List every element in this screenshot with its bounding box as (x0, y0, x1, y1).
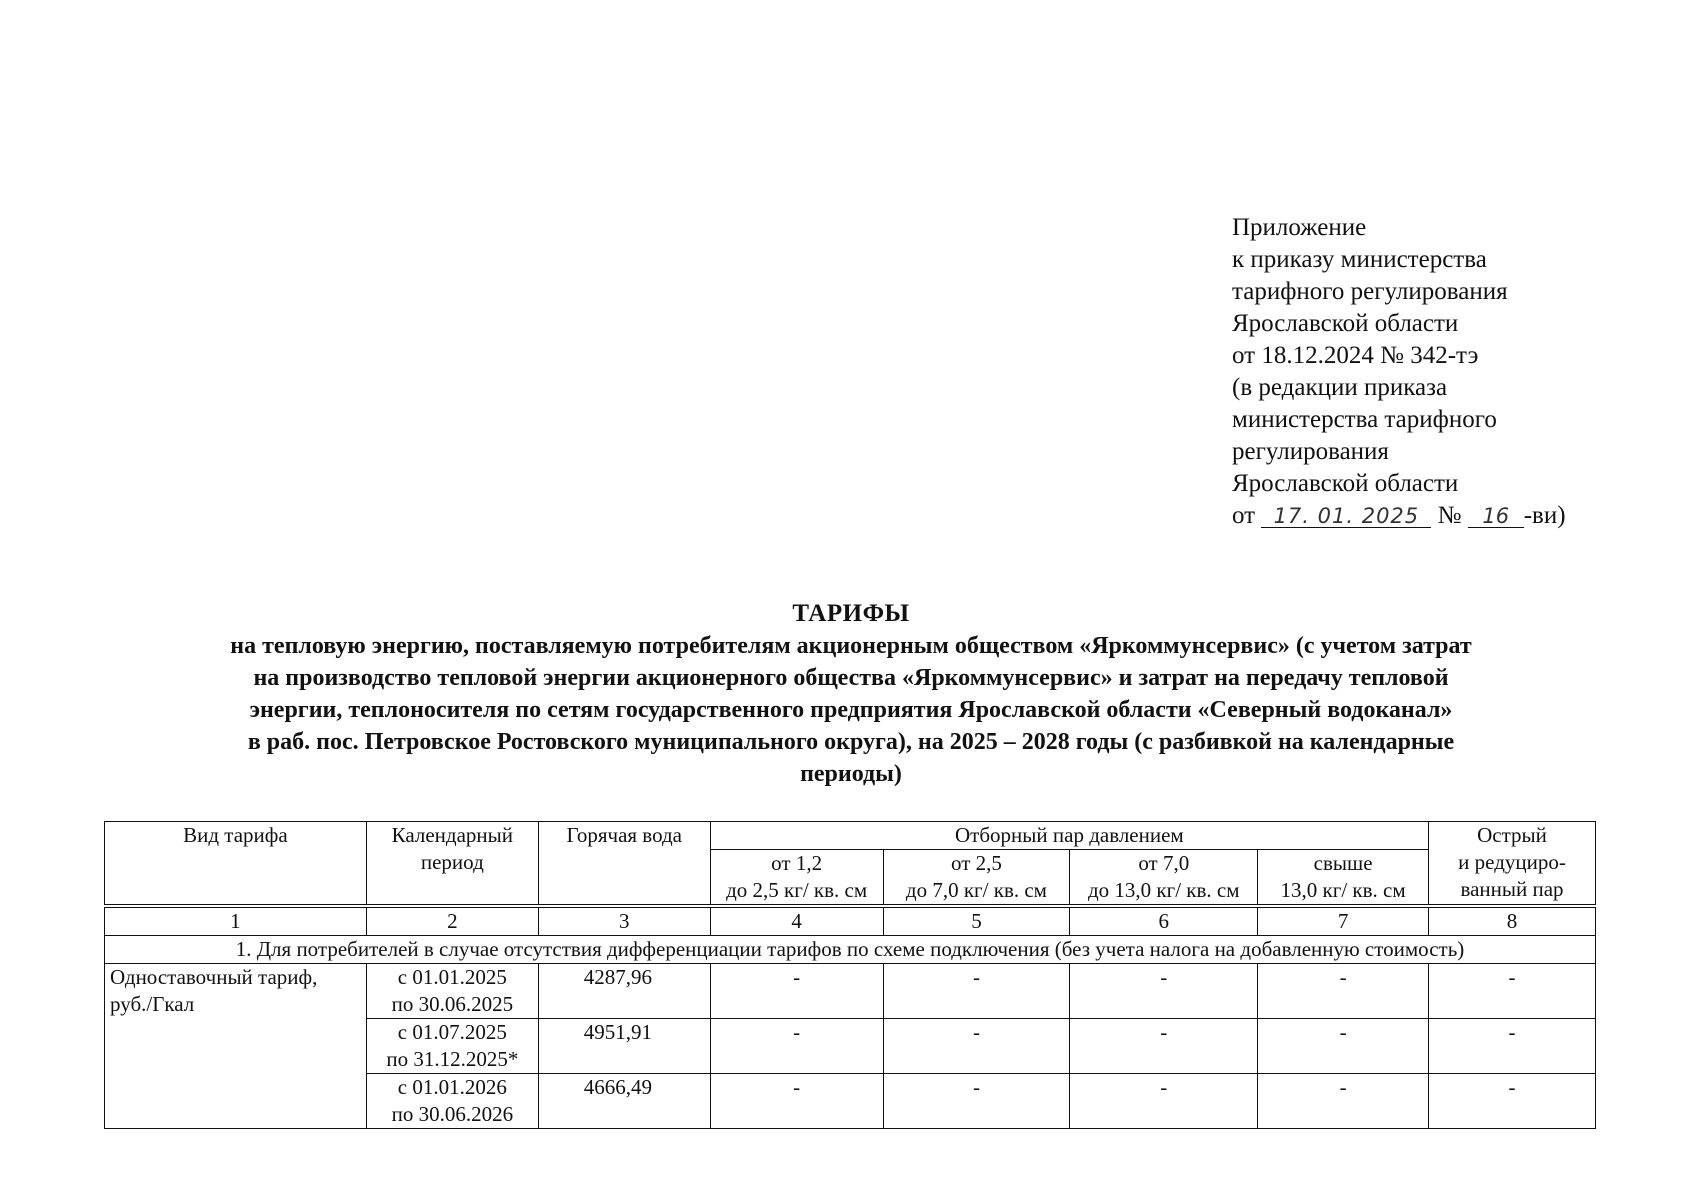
column-number: 6 (1070, 908, 1258, 936)
title-heading: ТАРИФЫ (792, 600, 910, 627)
tariff-name-line: Одноставочный тариф, (110, 965, 318, 989)
header-line: до 7,0 кг/ кв. см (905, 878, 1047, 902)
appendix-suffix: -ви) (1523, 502, 1566, 529)
tariffs-table (104, 821, 1596, 1129)
appendix-block (1232, 212, 1566, 532)
steam-3-cell: - (1070, 1019, 1258, 1074)
steam-4-cell: - (1258, 1019, 1429, 1074)
column-number: 2 (366, 908, 538, 936)
header-line: 13,0 кг/ кв. см (1280, 878, 1406, 902)
period-line: по 31.12.2025* (386, 1047, 519, 1071)
handwritten-number: 16 (1468, 505, 1524, 528)
hot-water-cell: 4951,91 (538, 1019, 710, 1074)
appendix-line: регулирования (1232, 438, 1389, 465)
period-line: с 01.01.2025 (397, 965, 507, 989)
title-line: в раб. пос. Петровское Ростовского муниципального округа), на 2025 – 2028 годы (с разбивкой на календарные (247, 729, 1455, 755)
appendix-line: Ярославской области (1232, 470, 1459, 497)
header-period: Календарный период (366, 822, 538, 905)
column-number: 1 (105, 908, 367, 936)
steam-1-cell: - (710, 1074, 883, 1129)
appendix-prefix: от (1232, 502, 1256, 529)
steam-1-cell: - (710, 964, 883, 1019)
hot-water-cell: 4666,49 (538, 1074, 710, 1129)
column-number: 3 (538, 908, 710, 936)
title-line: энергии, теплоносителя по сетям государственного предприятия Ярославской области «Северный водоканал» (249, 697, 1453, 723)
appendix-line: от 18.12.2024 № 342-тэ (1232, 342, 1479, 369)
header-tariff-type: Вид тарифа (105, 822, 367, 905)
header-steam-2 (883, 850, 1070, 905)
title-line: на тепловую энергию, поставляемую потребителям акционерным обществом «Яркоммунсервис» (с учетом затрат (230, 633, 1472, 659)
document-title (96, 598, 1606, 790)
steam-1-cell: - (710, 1019, 883, 1074)
steam-3-cell: - (1070, 1074, 1258, 1129)
appendix-line: Ярославской области (1232, 310, 1459, 337)
steam-3-cell: - (1070, 964, 1258, 1019)
steam-2-cell: - (883, 1019, 1070, 1074)
sharp-steam-cell: - (1429, 1074, 1596, 1129)
period-line: по 30.06.2025 (391, 992, 514, 1016)
hot-water-cell: 4287,96 (538, 964, 710, 1019)
steam-2-cell: - (883, 1074, 1070, 1129)
title-line: на производство тепловой энергии акционерного общества «Яркоммунсервис» и затрат на передачу тепловой (253, 665, 1449, 691)
tariff-name-cell (105, 964, 367, 1129)
table-row (105, 964, 1596, 1019)
number-sign: № (1437, 502, 1462, 529)
steam-4-cell: - (1258, 1074, 1429, 1129)
period-cell (366, 964, 538, 1019)
column-number: 8 (1429, 908, 1596, 936)
header-row (105, 822, 1596, 850)
appendix-line: к приказу министерства (1232, 246, 1487, 273)
steam-4-cell: - (1258, 964, 1429, 1019)
header-sharp-steam-line: ванный пар (1460, 877, 1564, 901)
appendix-line: тарифного регулирования (1232, 278, 1508, 305)
appendix-line: (в редакции приказа (1232, 374, 1448, 401)
header-sharp-steam-line: Острый (1477, 823, 1547, 847)
header-steam-1 (710, 850, 883, 905)
header-sharp-steam (1429, 822, 1596, 905)
section-row (105, 936, 1596, 964)
header-line: до 2,5 кг/ кв. см (726, 878, 868, 902)
appendix-line: министерства тарифного (1232, 406, 1497, 433)
sharp-steam-cell: - (1429, 1019, 1596, 1074)
column-number: 7 (1258, 908, 1429, 936)
header-line: свыше (1313, 851, 1373, 875)
header-steam-4 (1258, 850, 1429, 905)
period-cell (366, 1019, 538, 1074)
column-number: 4 (710, 908, 883, 936)
header-steam-3 (1070, 850, 1258, 905)
period-line: с 01.07.2025 (397, 1020, 507, 1044)
steam-2-cell: - (883, 964, 1070, 1019)
column-number: 5 (883, 908, 1070, 936)
header-steam-group: Отборный пар давлением (710, 822, 1428, 850)
section-title: 1. Для потребителей в случае отсутствия дифференциации тарифов по схеме подключения (без учета налога на добавленную стоимость) (105, 936, 1596, 964)
appendix-line: Приложение (1232, 214, 1367, 241)
appendix-last-line (1232, 500, 1566, 532)
header-hot-water: Горячая вода (538, 822, 710, 905)
period-line: с 01.01.2026 (397, 1075, 507, 1099)
header-line: до 13,0 кг/ кв. см (1087, 878, 1240, 902)
header-line: от 1,2 (771, 851, 823, 875)
tariff-name-line: руб./Гкал (110, 992, 195, 1016)
period-line: по 30.06.2026 (391, 1102, 514, 1126)
handwritten-date: 17. 01. 2025 (1261, 505, 1431, 528)
period-cell (366, 1074, 538, 1129)
header-line: от 7,0 (1138, 851, 1190, 875)
header-line: от 2,5 (951, 851, 1002, 875)
title-line: периоды) (800, 761, 902, 787)
column-numbers-row (105, 908, 1596, 936)
sharp-steam-cell: - (1429, 964, 1596, 1019)
header-sharp-steam-line: и редуциро- (1458, 850, 1566, 874)
